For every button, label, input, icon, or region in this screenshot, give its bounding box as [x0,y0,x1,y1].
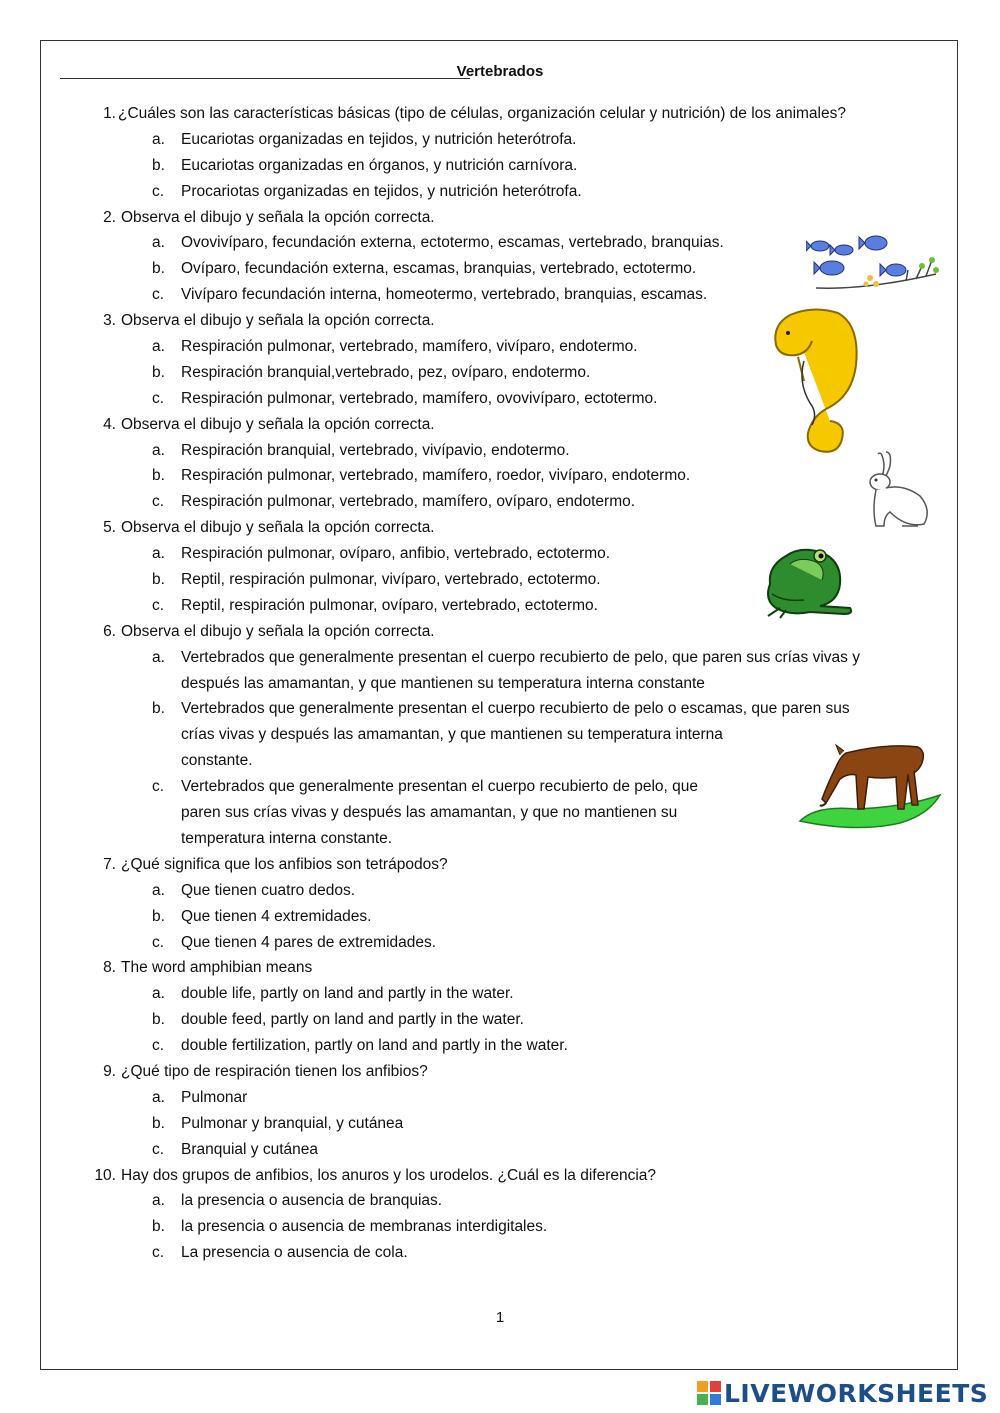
question-number: 7. [103,855,116,873]
option-text: Que tienen 4 pares de extremidades. [181,933,437,951]
option-letter: b. [152,467,165,485]
option-text: la presencia o ausencia de membranas interdigitales. [181,1218,548,1236]
option-letter: a. [152,234,165,252]
option-letter: b. [152,156,165,174]
option-letter: c. [152,596,165,614]
option-text: Ovovivíparo, fecundación externa, ectotermo, escamas, vertebrado, branquias. [181,234,724,252]
option-letter: a. [152,130,165,148]
option-letter: a. [152,441,165,459]
brand-name: LIVEWORKSHEETS [724,1378,989,1408]
option-letter: c. [152,493,165,511]
option-text: double fertilization, partly on land and partly in the water. [181,1037,568,1055]
option-text: double life, partly on land and partly in the water. [181,985,514,1003]
question-number: 9. [103,1062,116,1080]
option-text: crías vivas y después las amamantan, y que mantienen su temperatura interna [181,726,723,744]
question-text: ¿Qué tipo de respiración tienen los anfibios? [121,1062,428,1080]
answer-option [0,878,1000,904]
option-letter: c. [152,1037,165,1055]
question-text: Observa el dibujo y señala la opción correcta. [121,622,435,640]
option-letter: a. [152,1192,165,1210]
answer-option [0,1007,1000,1033]
option-text: Respiración pulmonar, vertebrado, mamífero, ovíparo, endotermo. [181,493,636,511]
option-text: Respiración branquial,vertebrado, pez, ovíparo, endotermo. [181,363,591,381]
question-number: 8. [103,959,116,977]
answer-option [0,1214,1000,1240]
answer-option [0,930,1000,956]
option-letter: a. [152,648,165,666]
option-text: Respiración pulmonar, vertebrado, mamífero, roedor, vivíparo, endotermo. [181,467,691,485]
question-number: 1. [103,105,116,122]
question-text: Observa el dibujo y señala la opción correcta. [121,415,435,433]
question-number: 5. [103,519,116,537]
manatee-illustration [768,305,864,455]
answer-option [0,645,1000,671]
answer-option [0,696,1000,722]
answer-option [0,153,1000,179]
answer-option [0,671,1000,697]
question-line [0,1163,1000,1189]
option-letter: b. [152,260,165,278]
question-text: ¿Qué significa que los anfibios son tetrápodos? [121,855,448,873]
option-text: Vertebrados que generalmente presentan el cuerpo recubierto de pelo, que paren sus crías vivas y [181,648,860,666]
option-text: Procariotas organizadas en tejidos, y nutrición heterótrofa. [181,182,582,200]
option-text: Pulmonar y branquial, y cutánea [181,1114,404,1132]
answer-option [0,904,1000,930]
option-text: Reptil, respiración pulmonar, ovíparo, vertebrado, ectotermo. [181,596,598,614]
brand-logo [697,1378,988,1408]
option-text: constante. [181,752,253,770]
option-text: Pulmonar [181,1088,248,1106]
option-text: Vertebrados que generalmente presentan el cuerpo recubierto de pelo o escamas, que paren sus [181,700,850,718]
question-number: 3. [103,312,116,330]
answer-option [0,1240,1000,1266]
deer-illustration [796,733,944,833]
question-number: 6. [103,622,116,640]
option-letter: c. [152,389,165,407]
fish-illustration [806,230,942,294]
answer-option [0,179,1000,205]
option-text: Respiración pulmonar, vertebrado, mamífero, vivíparo, endotermo. [181,338,638,356]
answer-option [0,127,1000,153]
option-text: Reptil, respiración pulmonar, vivíparo, vertebrado, ectotermo. [181,571,601,589]
option-letter: b. [152,1218,165,1236]
option-letter: b. [152,907,165,925]
question-text: Hay dos grupos de anfibios, los anuros y los urodelos. ¿Cuál es la diferencia? [121,1166,657,1184]
question-line [0,1059,1000,1085]
question-text: The word amphibian means [121,959,313,977]
question-number: 4. [103,415,116,433]
question-number: 10. [94,1166,116,1184]
option-letter: c. [152,182,165,200]
option-text: Eucariotas organizadas en órganos, y nutrición carnívora. [181,156,578,174]
option-letter: c. [152,1140,165,1158]
question-line [0,955,1000,981]
rabbit-illustration [862,450,934,532]
question-line [0,101,1000,127]
option-text: Vertebrados que generalmente presentan el cuerpo recubierto de pelo, que [181,778,699,796]
option-letter: b. [152,571,165,589]
option-letter: a. [152,1088,165,1106]
option-letter: b. [152,700,165,718]
option-letter: a. [152,545,165,563]
option-text: Respiración pulmonar, vertebrado, mamífero, ovovivíparo, ectotermo. [181,389,658,407]
option-letter: a. [152,338,165,356]
option-text: double feed, partly on land and partly in the water. [181,1011,524,1029]
question-line [0,852,1000,878]
answer-option [0,463,1000,489]
page-number: 1 [495,1309,505,1326]
question-text: ¿Cuáles son las características básicas (tipo de células, organización celular y nutrición) de los animales? [118,105,846,122]
option-text: después las amamantan, y que mantienen su temperatura interna constante [181,674,705,692]
answer-option [0,489,1000,515]
answer-option [0,1033,1000,1059]
option-letter: c. [152,286,165,304]
question-line [0,205,1000,231]
option-text: paren sus crías vivas y después las amamantan, y que no mantienen su [181,804,678,822]
frog-illustration [760,544,856,620]
answer-option [0,1111,1000,1137]
answer-option [0,1085,1000,1111]
option-text: Respiración pulmonar, ovíparo, anfibio, vertebrado, ectotermo. [181,545,611,563]
option-text: La presencia o ausencia de cola. [181,1244,408,1262]
option-letter: b. [152,363,165,381]
option-letter: c. [152,1244,165,1262]
question-number: 2. [103,208,116,226]
question-text: Observa el dibujo y señala la opción correcta. [121,208,435,226]
option-letter: c. [152,778,165,796]
question-text: Observa el dibujo y señala la opción correcta. [121,312,435,330]
answer-option [0,981,1000,1007]
option-text: la presencia o ausencia de branquias. [181,1192,443,1210]
fish-icon [806,236,906,276]
option-text: Eucariotas organizadas en tejidos, y nutrición heterótrofa. [181,130,577,148]
question-line [0,619,1000,645]
answer-option [0,1137,1000,1163]
option-letter: a. [152,985,165,1003]
question-line [0,515,1000,541]
option-text: temperatura interna constante. [181,829,393,847]
liveworksheets-logo-icon [697,1381,721,1405]
page-title: Vertebrados [456,63,544,80]
option-text: Que tienen 4 extremidades. [181,907,372,925]
option-text: Ovíparo, fecundación externa, escamas, branquias, vertebrado, ectotermo. [181,260,697,278]
option-text: Que tienen cuatro dedos. [181,881,356,899]
option-letter: c. [152,933,165,951]
answer-option [0,1188,1000,1214]
option-text: Branquial y cutánea [181,1140,319,1158]
option-letter: a. [152,881,165,899]
option-text: Respiración branquial, vertebrado, vivípavio, endotermo. [181,441,570,459]
option-letter: b. [152,1011,165,1029]
question-text: Observa el dibujo y señala la opción correcta. [121,519,435,537]
option-letter: b. [152,1114,165,1132]
option-text: Vivíparo fecundación interna, homeotermo, vertebrado, branquias, escamas. [181,286,708,304]
